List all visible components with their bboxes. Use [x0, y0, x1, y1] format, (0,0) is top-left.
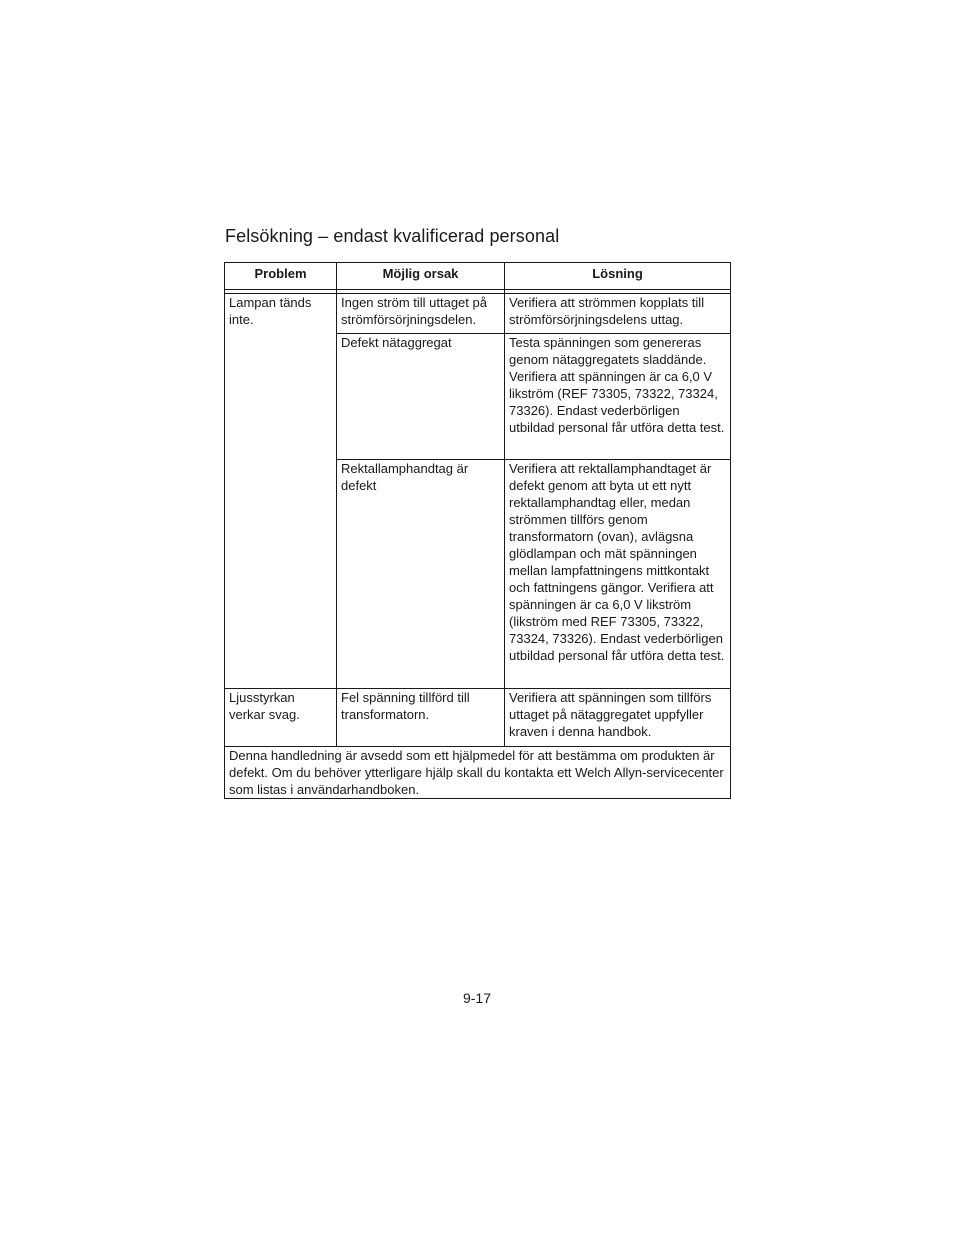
cause-cell: Rektallamphandtag är defekt: [337, 460, 505, 689]
cause-cell: Fel spänning tillförd till transformatorn.: [337, 689, 505, 747]
solution-cell: Verifiera att rektallamphandtaget är defekt genom att byta ut ett nytt rektallamphandtag eller, medan strömmen tillförs genom transformatorn (ovan), avlägsna glödlampan och mät spänningen mellan lampfattningens mittkontakt och fattningens gängor. Verifiera att spänningen är ca 6,0 V likström (likström med REF 73305, 73322, 73324, 73326). Endast vederbörligen utbildad personal får utföra detta test.: [505, 460, 731, 689]
page-number: 9-17: [462, 990, 492, 1006]
problem-cell: Lampan tänds inte.: [225, 294, 337, 689]
troubleshooting-table: [224, 262, 731, 799]
table-row: [225, 689, 731, 747]
cause-cell: Ingen ström till uttaget på strömförsörjningsdelen.: [337, 294, 505, 334]
table-row: [225, 294, 731, 334]
solution-cell: Verifiera att strömmen kopplats till strömförsörjningsdelens uttag.: [505, 294, 731, 334]
header-cause: Möjlig orsak: [337, 263, 505, 290]
solution-cell: Testa spänningen som genereras genom nätaggregatets sladdände. Verifiera att spänningen är ca 6,0 V likström (REF 73305, 73322, 73324, 73326). Endast vederbörligen utbildad personal får utföra detta test.: [505, 334, 731, 460]
solution-cell: Verifiera att spänningen som tillförs uttaget på nätaggregatet uppfyller kraven i denna handbok.: [505, 689, 731, 747]
table-header-row: [225, 263, 731, 290]
note-row: [225, 747, 731, 799]
problem-cell: Ljusstyrkan verkar svag.: [225, 689, 337, 747]
page-title: Felsökning – endast kvalificerad personal: [225, 226, 560, 246]
header-solution: Lösning: [505, 263, 731, 290]
note-cell: Denna handledning är avsedd som ett hjälpmedel för att bestämma om produkten är defekt. Om du behöver ytterligare hjälp skall du kontakta ett Welch Allyn-servicecenter som listas i användarhandboken.: [225, 747, 731, 799]
header-problem: Problem: [225, 263, 337, 290]
cause-cell: Defekt nätaggregat: [337, 334, 505, 460]
